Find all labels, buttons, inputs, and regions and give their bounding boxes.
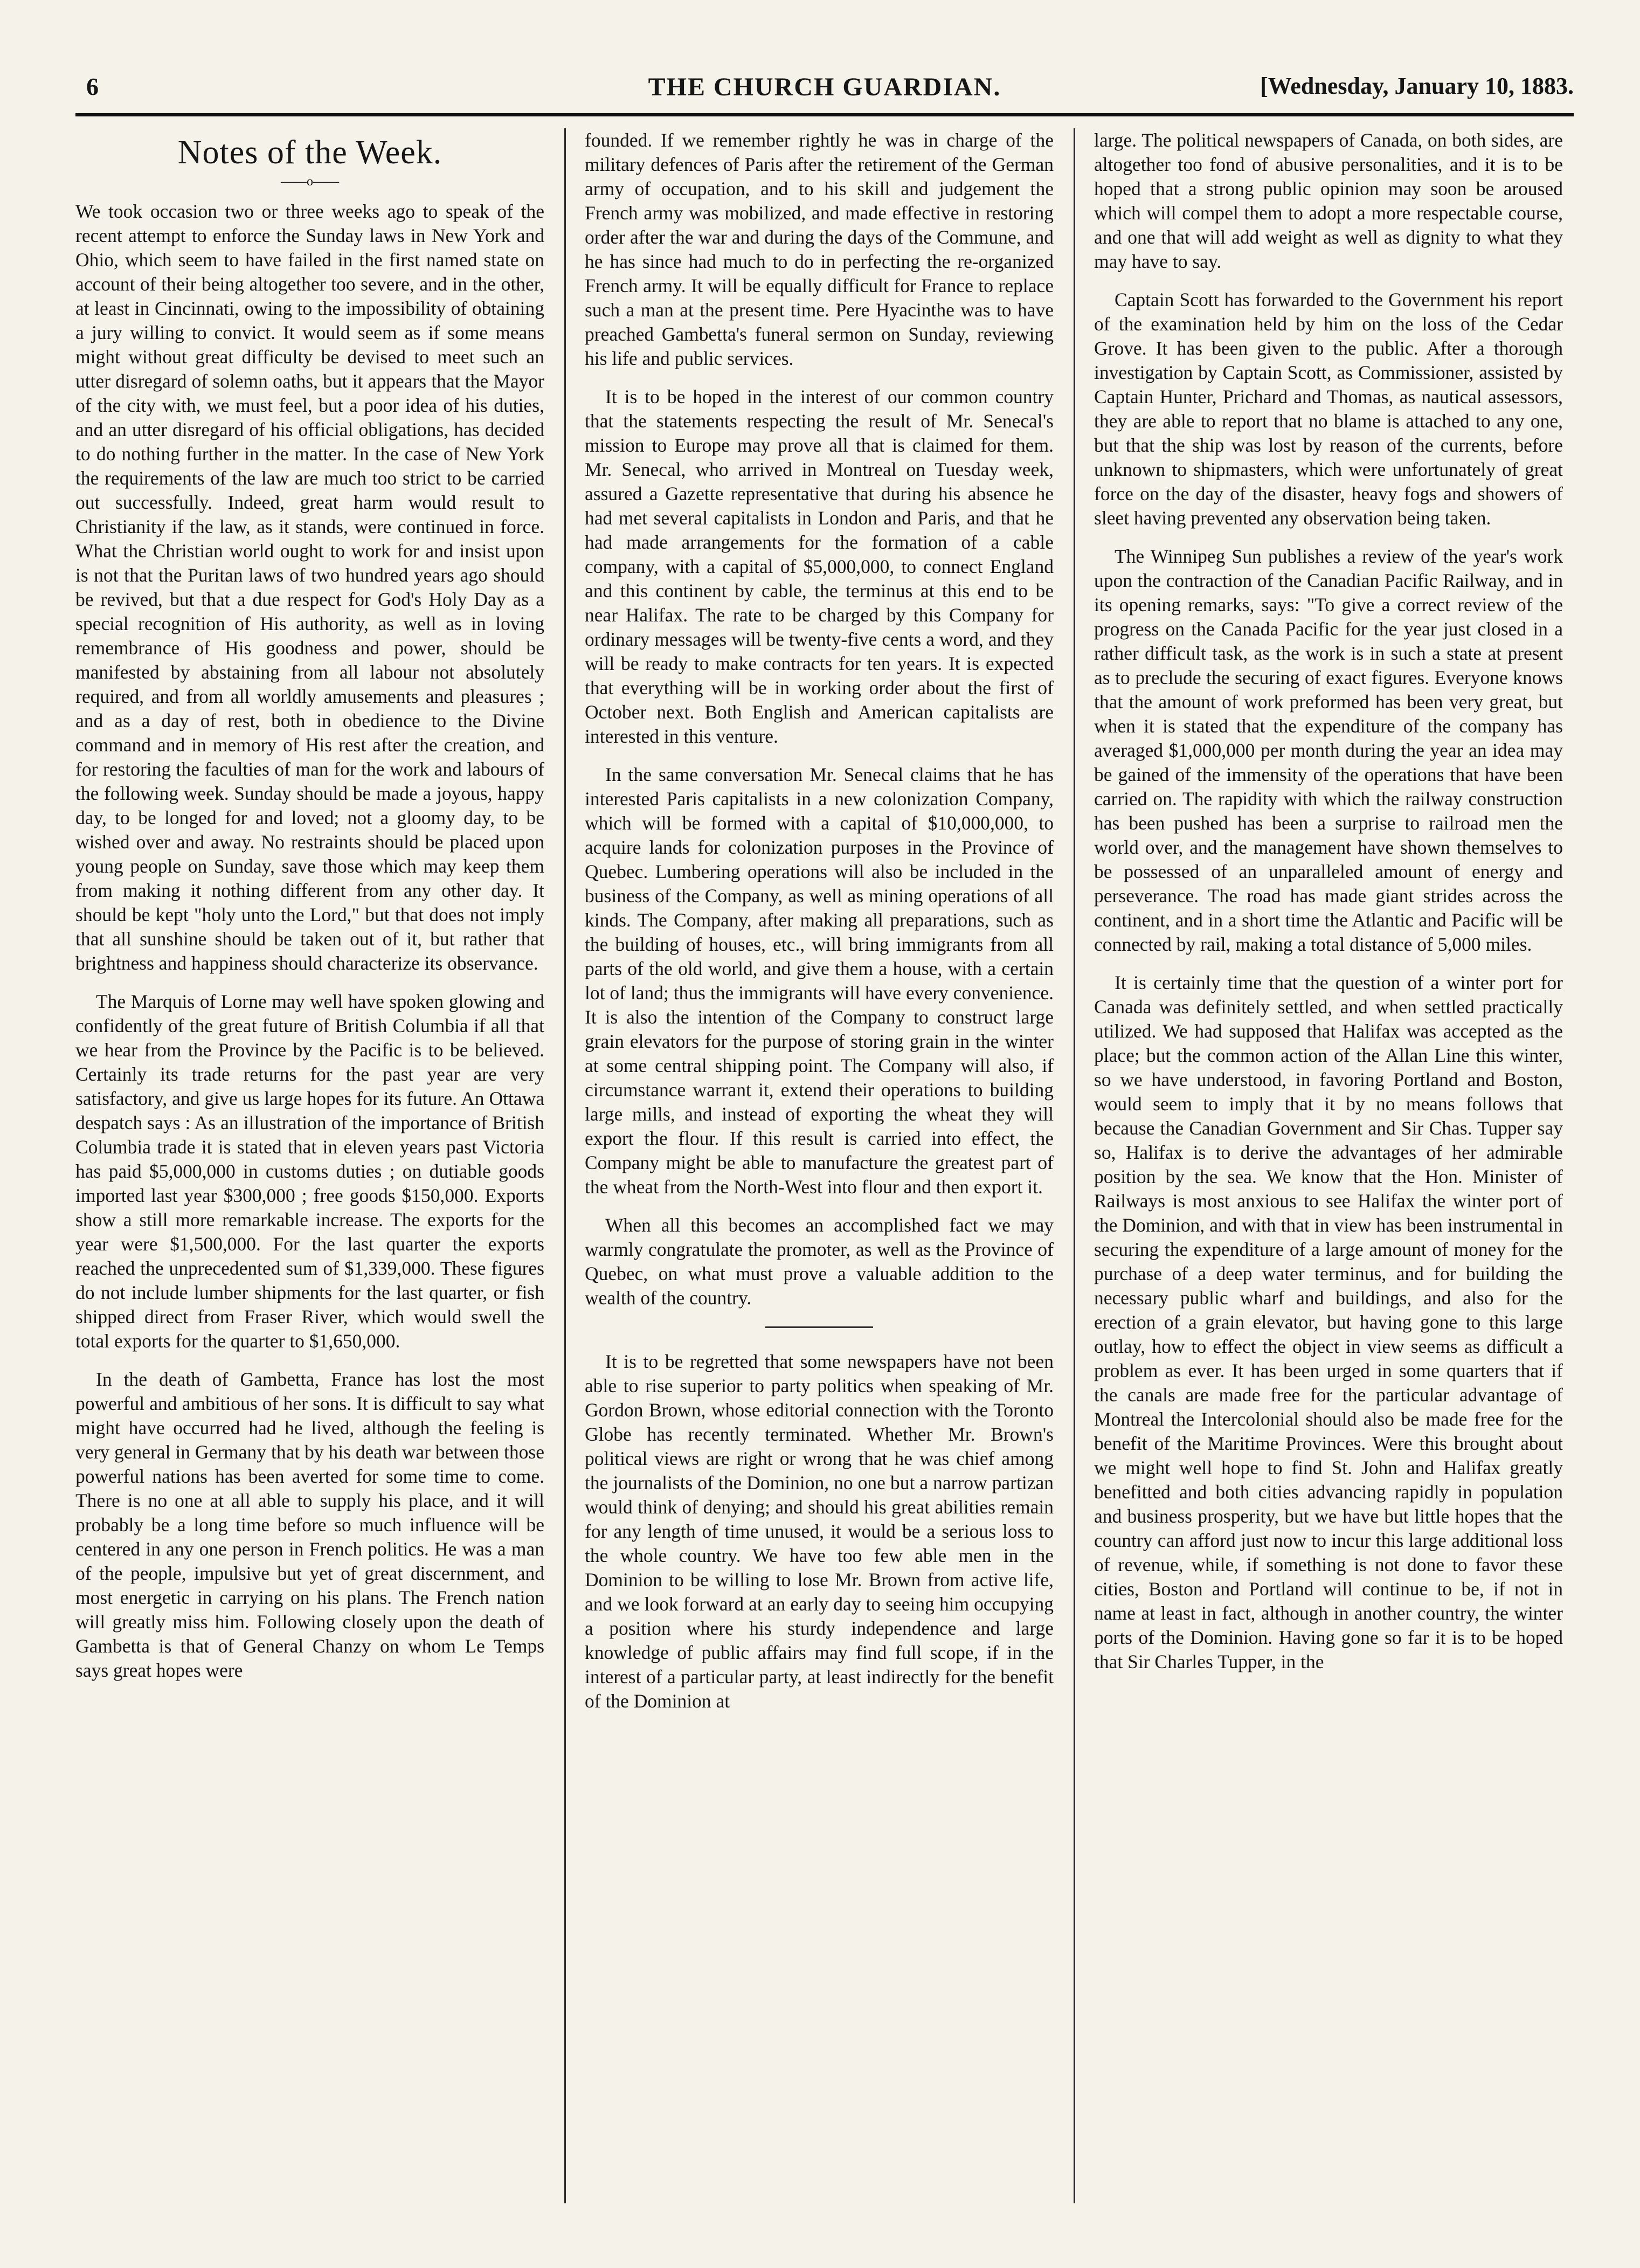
newspaper-title: THE CHURCH GUARDIAN. <box>648 73 1001 101</box>
page-number: 6 <box>86 73 99 100</box>
article-paragraph: The Winnipeg Sun publishes a review of the year's work upon the contraction of the Canadian Pacific Railway, and in its opening remarks, says: "To give a correct review of the progress on the Canada Pacific for the year just closed in a rather difficult task, as the work is in such a state at present as to preclude the securing of exact figures. Everyone knows that the amount of work preformed has been very great, but when it is stated that the expenditure of the company has averaged $1,000,000 per month during the year an idea may be gained of the immensity of the operations that have been carried on. The rapidity with which the railway construction has been pushed has been a surprise to railroad men the world over, and the management have shown themselves to be possessed of an unparalleled amount of energy and perseverance. The road has made giant strides across the continent, and in a short time the Atlantic and Pacific will be connected by rail, making a total distance of 5,000 miles. <box>1094 545 1563 955</box>
article-paragraph: It is to be hoped in the interest of our common country that the statements respecting the result of Mr. Senecal's mission to Europe may prove all that is claimed for them. Mr. Senecal, who arrived in Montreal on Tuesday week, assured a Gazette representative that during his absence he had met several capitalists in London and Paris, and that he had made arrangements for the formation of a cable company, with a capital of $5,000,000, to connect England and this continent by cable, the terminus at this end to be near Halifax. The rate to be charged by this Company for ordinary messages will be twenty-five cents a word, and they will be ready to make contracts for ten years. It is expected that everything will be in working order about the first of October next. Both English and American capitalists are interested in this venture. <box>585 386 1054 747</box>
page-header <box>75 70 1574 116</box>
column-rule-left <box>564 128 566 2203</box>
column-rule-right <box>1074 128 1075 2203</box>
newspaper-page <box>75 70 1574 2221</box>
article-paragraph: It is to be regretted that some newspapers have not been able to rise superior to party politics when speaking of Mr. Gordon Brown, whose editorial connection with the Toronto Globe has recently terminated. Whether Mr. Brown's political views are right or wrong that he was chief among the journalists of the Dominion, no one but a narrow partizan would think of denying; and should his great abilities remain for any length of time unused, it would be a serious loss to the whole country. We have too few able men in the Dominion to be willing to lose Mr. Brown from active life, and we look forward at an early day to seeing him occupying a position where his sturdy independence and large knowledge of public affairs may find full scope, if in the interest of a particular party, at least indirectly for the benefit of the Dominion at <box>585 1351 1054 1712</box>
article-paragraph: Captain Scott has forwarded to the Government his report of the examination held by him on the loss of the Cedar Grove. It has been given to the public. After a thorough investigation by Captain Scott, as Commissioner, assisted by Captain Hunter, Prichard and Thomas, as nautical assessors, they are able to report that no blame is attached to any one, but that the ship was lost by reason of the currents, before unknown to shipmasters, which were unfortunately of great force on the day of the disaster, heavy fogs and showers of sleet having prevented any observation being taken. <box>1094 289 1563 529</box>
column-3 <box>1094 128 1563 2203</box>
article-separator <box>765 1326 873 1328</box>
column-2 <box>585 128 1054 2203</box>
article-paragraph: It is certainly time that the question of a winter port for Canada was definitely settled, and when settled practically utilized. We had supposed that Halifax was accepted as the place; but the common action of the Allan Line this winter, so we have understood, in favoring Portland and Boston, would seem to imply that it by no means follows that because the Canadian Government and Sir Chas. Tupper say so, Halifax is to derive the advantages of her admirable position by the sea. We know that the Hon. Minister of Railways is most anxious to see Halifax the winter port of the Dominion, and with that in view has been instrumental in securing the expenditure of a large amount of money for the purchase of a deep water terminus, and for building the necessary public wharf and buildings, and also for the erection of a grain elevator, but having gone to this large outlay, how to effect the object in view seems as difficult a problem as ever. It has been urged in some quarters that if the canals are made free for the particular advantage of Montreal the Intercolonial should also be made free for the benefit of the Maritime Provinces. Were this brought about we might well hope to find St. John and Halifax greatly benefitted and both cities advancing rapidly in population and business prosperity, but we have but little hopes that the country can afford just now to incur this large additional loss of revenue, while, if something is not done to favor these cities, Boston and Portland will continue to be, if not in name at least in fact, although in another country, the winter ports of the Dominion. Having gone so far it is to be hoped that Sir Charles Tupper, in the <box>1094 972 1563 1672</box>
article-paragraph: We took occasion two or three weeks ago to speak of the recent attempt to enforce the Sunday laws in New York and Ohio, which seem to have failed in the first named state on account of their being altogether too severe, and in the other, at least in Cincinnati, owing to the impossibility of obtaining a jury willing to convict. It would seem as if some means might without great difficulty be devised to meet such an utter disregard of solemn oaths, but it appears that the Mayor of the city with, we must feel, but a poor idea of his duties, and an utter disregard of his official obligations, has decided to do nothing further in the matter. In the case of New York the requirements of the law are much too strict to be carried out successfully. Indeed, great harm would result to Christianity if the law, as it stands, were continued in force. What the Christian world ought to work for and insist upon is not that the Puritan laws of two hundred years ago should be revived, but that a due respect for God's Holy Day as a special recognition of His authority, as well as in loving remembrance of His goodness and power, should be manifested by abstaining from all labour not absolutely required, and from all worldly amusements and pleasures ; and as a day of rest, both in obedience to the Divine command and in memory of His rest after the creation, and for restoring the faculties of man for the work and labours of the following week. Sunday should be made a joyous, happy day, to be longed for and loved; not a gloomy day, to be wished over and away. No restraints should be placed upon young people on Sunday, save those which may keep them from making it nothing different from any other day. It should be kept "holy unto the Lord," but that does not imply that all sunshine should be taken out of it, but rather that brightness and happiness should characterize its observance. <box>75 200 544 974</box>
section-heading: Notes of the Week. <box>177 134 442 171</box>
article-paragraph: founded. If we remember rightly he was in charge of the military defences of Paris after the retirement of the German army of occupation, and to his skill and judgement the French army was mobilized, and made effective in restoring order after the war and during the days of the Commune, and he has since had much to do in perfecting the re-organized French army. It will be equally difficult for France to replace such a man at the present time. Pere Hyacinthe was to have preached Gambetta's funeral sermon on Sunday, reviewing his life and public services. <box>585 129 1054 369</box>
article-paragraph: large. The political newspapers of Canada, on both sides, are altogether too fond of abusive personalities, and it is to be hoped that a strong public opinion may soon be aroused which will compel them to adopt a more respectable course, and one that will add weight as well as dignity to what they may have to say. <box>1094 129 1563 272</box>
article-paragraph: In the death of Gambetta, France has lost the most powerful and ambitious of her sons. It is difficult to say what might have occurred had he lived, although the feeling is very general in Germany that by his death war between those powerful nations has been averted for some time to come. There is no one at all able to supply his place, and it will probably be a long time before so much influence will be centered in any one person in French politics. He was a man of the people, impulsive but yet of great discernment, and most energetic in carrying on his plans. The French nation will greatly miss him. Following closely upon the death of Gambetta is that of General Chanzy on whom Le Temps says great hopes were <box>75 1368 544 1681</box>
article-paragraph: When all this becomes an accomplished fact we may warmly congratulate the promoter, as well as the Province of Quebec, on what must prove a valuable addition to the wealth of the country. <box>585 1214 1054 1309</box>
heading-ornament: ——o—— <box>281 175 339 189</box>
issue-date: [Wednesday, January 10, 1883. <box>1260 73 1574 99</box>
article-paragraph: In the same conversation Mr. Senecal claims that he has interested Paris capitalists in a new colonization Company, which will be formed with a capital of $10,000,000, to acquire lands for colonization purposes in the Province of Quebec. Lumbering operations will also be included in the business of the Company, as well as mining operations of all kinds. The Company, after making all preparations, such as the building of houses, etc., will bring immigrants from all parts of the old world, and give them a house, with a certain lot of land; thus the immigrants will have every convenience. It is also the intention of the Company to construct large grain elevators for the purpose of storing grain in the winter at some central shipping point. The Company will also, if circumstance warrant it, extend their operations to building large mills, and instead of exporting the wheat they will export the flour. If this result is carried into effect, the Company might be able to manufacture the greatest part of the wheat from the North-West into flour and then export it. <box>585 764 1054 1198</box>
article-paragraph: The Marquis of Lorne may well have spoken glowing and confidently of the great future of British Columbia if all that we hear from the Province by the Pacific is to be believed. Certainly its trade returns for the past year are very satisfactory, and give us large hopes for its future. An Ottawa despatch says : As an illustration of the importance of British Columbia trade it is stated that in eleven years past Victoria has paid $5,000,000 in customs duties ; on dutiable goods imported last year $300,000 ; free goods $150,000. Exports show a still more remarkable increase. The exports for the year were $1,500,000. For the last quarter the exports reached the unprecedented sum of $1,339,000. These figures do not include lumber shipments for the last quarter, or fish shipped direct from Fraser River, which would swell the total exports for the quarter to $1,650,000. <box>75 991 544 1352</box>
column-1 <box>75 128 544 2203</box>
